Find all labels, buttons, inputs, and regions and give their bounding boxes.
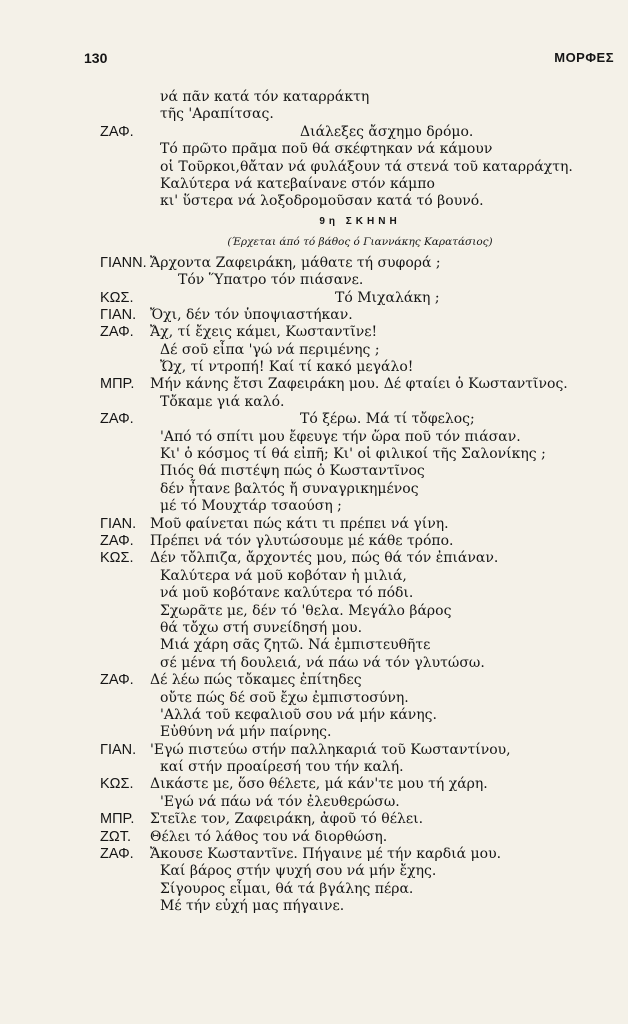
verse-text: Σίγουρος εἶμαι, θά τά βγάλης πέρα. xyxy=(160,880,414,897)
verse-text: Σχωρᾶτε με, δέν τό 'θελα. Μεγάλο βάρος xyxy=(160,602,452,619)
speaker-label: ΖΩΤ. xyxy=(100,828,131,845)
dialogue-line xyxy=(0,516,628,533)
dialogue-line xyxy=(0,124,628,141)
speaker-label: ΖΑΦ. xyxy=(100,846,134,863)
verse-text: Ὄχι, δέν τόν ὑποψιαστήκαν. xyxy=(150,306,353,323)
dialogue-line xyxy=(0,690,628,707)
verse-text: Δέ σοῦ εἶπα 'γώ νά περιμένης ; xyxy=(160,341,380,358)
dialogue-line xyxy=(0,255,628,272)
dialogue-line xyxy=(0,324,628,341)
dialogue-line xyxy=(0,307,628,324)
dialogue-line xyxy=(0,898,628,915)
dialogue-line xyxy=(0,846,628,863)
dialogue-line xyxy=(0,89,628,106)
verse-text: σέ μένα τή δουλειά, νά πάω νά τόν γλυτώσω. xyxy=(160,654,485,671)
speaker-label: ΖΑΦ. xyxy=(100,411,134,428)
dialogue-line xyxy=(0,881,628,898)
dialogue-line xyxy=(0,176,628,193)
verse-text: μέ τό Μουχτάρ τσαούση ; xyxy=(160,498,342,515)
dialogue-line xyxy=(0,193,628,210)
verse-text: Καλύτερα νά κατεβαίνανε στόν κάμπο xyxy=(160,175,435,192)
dialogue-line xyxy=(0,394,628,411)
verse-text: οὔτε πώς δέ σοῦ ἔχω ἐμπιστοσύνη. xyxy=(160,689,409,706)
verse-text: νά μοῦ κοβότανε καλύτερα τό πόδι. xyxy=(160,585,414,602)
verse-text: Ὤχ, τί ντροπή! Καί τί κακό μεγάλο! xyxy=(160,359,414,376)
verse-text: Θέλει τό λάθος του νά διορθώση. xyxy=(150,828,388,845)
verse-text: Κι' ὁ κόσμος τί θά εἰπῆ; Κι' οἱ φιλικοί τῆς Σαλονίκης ; xyxy=(160,446,546,463)
speaker-label: ΖΑΦ. xyxy=(100,324,134,341)
verse-text: Τὄκαμε γιά καλό. xyxy=(160,393,285,410)
dialogue-line xyxy=(0,411,628,428)
stage-direction: (Έρχεται άπό τό βάθος ό Γιαννάκης Καρατάσιος) xyxy=(227,235,493,248)
verse-text: Τό Μιχαλάκη ; xyxy=(335,289,440,306)
speaker-label: ΓΙΑΝ. xyxy=(100,306,137,323)
verse-text: Τό πρῶτο πρᾶμα ποῦ θά σκέφτηκαν νά κάμουν xyxy=(160,141,493,158)
dialogue-line xyxy=(0,463,628,480)
verse-text: θά τὄχω στή συνείδησή μου. xyxy=(160,619,363,636)
dialogue-line xyxy=(0,290,628,307)
speaker-label: ΖΑΦ. xyxy=(100,123,134,140)
dialogue-line xyxy=(0,829,628,846)
verse-text: δέν ἦτανε βαλτός ἤ συναγρικημένος xyxy=(160,480,419,497)
verse-text: τῆς 'Αραπίτσας. xyxy=(160,106,274,123)
dialogue-line xyxy=(0,672,628,689)
verse-text: Μέ τήν εὐχή μας πήγαινε. xyxy=(160,898,345,915)
speaker-label: ΖΑΦ. xyxy=(100,672,134,689)
verse-text: Διάλεξες ἄσχημο δρόμο. xyxy=(300,123,474,140)
speaker-label: ΓΙΑΝΝ. xyxy=(100,254,147,271)
verse-text: Εὐθύνη νά μήν παίρνης. xyxy=(160,724,332,741)
verse-text: Δικάστε με, ὅσο θέλετε, μά κάν'τε μου τή χάρη. xyxy=(150,776,488,793)
dialogue-line xyxy=(0,446,628,463)
verse-text: Τό ξέρω. Μά τί τὄφελος; xyxy=(300,411,475,428)
speaker-label: ΚΩΣ. xyxy=(100,550,134,567)
dialogue-line xyxy=(0,429,628,446)
verse-text: 'Αλλά τοῦ κεφαλιοῦ σου νά μήν κάνης. xyxy=(160,706,437,723)
dialogue-line xyxy=(0,759,628,776)
speaker-label: ΚΩΣ. xyxy=(100,289,134,306)
verse-text: Μοῦ φαίνεται πώς κάτι τι πρέπει νά γίνη. xyxy=(150,515,449,532)
dialogue-line xyxy=(0,106,628,123)
dialogue-line xyxy=(0,342,628,359)
dialogue-line xyxy=(0,550,628,567)
verse-text: Μιά χάρη σᾶς ζητῶ. Νά ἐμπιστευθῆτε xyxy=(160,637,431,654)
verse-text: Καλύτερα νά μοῦ κοβόταν ἡ μιλιά, xyxy=(160,567,407,584)
dialogue-line xyxy=(0,603,628,620)
verse-text: Στεῖλε τον, Ζαφειράκη, ἀφοῦ τό θέλει. xyxy=(150,811,424,828)
dialogue-line xyxy=(0,376,628,393)
dialogue-line xyxy=(0,272,628,289)
dialogue-line xyxy=(0,742,628,759)
verse-text: 'Εγώ πιστεύω στήν παλληκαριά τοῦ Κωσταντίνου, xyxy=(150,741,511,758)
dialogue-line xyxy=(0,498,628,515)
verse-text: 'Εγώ νά πάω νά τόν ἐλευθερώσω. xyxy=(160,793,400,810)
play-text xyxy=(0,89,628,916)
dialogue-line xyxy=(0,655,628,672)
verse-text: Πιός θά πιστέψη πώς ὁ Κωσταντῖνος xyxy=(160,463,425,480)
dialogue-line xyxy=(0,776,628,793)
verse-text: Ἄρχοντα Ζαφειράκη, μάθατε τή συφορά ; xyxy=(150,254,441,271)
dialogue-line xyxy=(0,533,628,550)
verse-text: Δέν τὄλπιζα, ἄρχοντές μου, πώς θά τόν ἐπιάναν. xyxy=(150,550,499,567)
dialogue-block-2 xyxy=(0,255,628,916)
dialogue-line xyxy=(0,863,628,880)
verse-text: Ἄκουσε Κωσταντῖνε. Πήγαινε μέ τήν καρδιά μου. xyxy=(150,846,502,863)
dialogue-line xyxy=(0,568,628,585)
page-number: 130 xyxy=(84,50,108,66)
scene-heading: 9η ΣΚΗΝΗ xyxy=(319,215,401,227)
verse-text: κι' ὕστερα νά λοξοδρομοῦσαν κατά τό βουνό. xyxy=(160,193,484,210)
speaker-label: ΜΠΡ. xyxy=(100,811,135,828)
dialogue-line xyxy=(0,481,628,498)
verse-text: καί στήν προαίρεσή του τήν καλή. xyxy=(160,759,404,776)
verse-text: Τόν Ὕπατρο τόν πιάσανε. xyxy=(178,272,364,289)
verse-text: 'Από τό σπίτι μου ἔφευγε τήν ὥρα ποῦ τόν πιάσαν. xyxy=(160,428,521,445)
speaker-label: ΜΠΡ. xyxy=(100,376,135,393)
dialogue-line xyxy=(0,620,628,637)
verse-text: Πρέπει νά τόν γλυτώσουμε μέ κάθε τρόπο. xyxy=(150,532,454,549)
dialogue-line xyxy=(0,159,628,176)
running-title: ΜΟΡΦΕΣ xyxy=(554,50,614,65)
verse-text: νά πᾶν κατά τόν καταρράκτη xyxy=(160,89,370,105)
verse-text: οἱ Τοῦρκοι,θἄταν νά φυλάξουν τά στενά τοῦ καταρράχτη. xyxy=(160,158,573,175)
speaker-label: ΖΑΦ. xyxy=(100,532,134,549)
verse-text: Καί βάρος στήν ψυχή σου νά μήν ἔχης. xyxy=(160,863,437,880)
dialogue-line xyxy=(0,724,628,741)
speaker-label: ΓΙΑΝ. xyxy=(100,741,137,758)
dialogue-line xyxy=(0,585,628,602)
dialogue-line xyxy=(0,141,628,158)
dialogue-block-1 xyxy=(0,89,628,211)
verse-text: Μήν κάνης ἔτσι Ζαφειράκη μου. Δέ φταίει ὁ Κωσταντῖνος. xyxy=(150,376,568,393)
dialogue-line xyxy=(0,359,628,376)
dialogue-line xyxy=(0,707,628,724)
dialogue-line xyxy=(0,811,628,828)
speaker-label: ΓΙΑΝ. xyxy=(100,515,137,532)
verse-text: Ἄχ, τί ἔχεις κάμει, Κωσταντῖνε! xyxy=(150,324,378,341)
dialogue-line xyxy=(0,794,628,811)
dialogue-line xyxy=(0,637,628,654)
verse-text: Δέ λέω πώς τὄκαμες ἐπίτηδες xyxy=(150,672,362,689)
speaker-label: ΚΩΣ. xyxy=(100,776,134,793)
